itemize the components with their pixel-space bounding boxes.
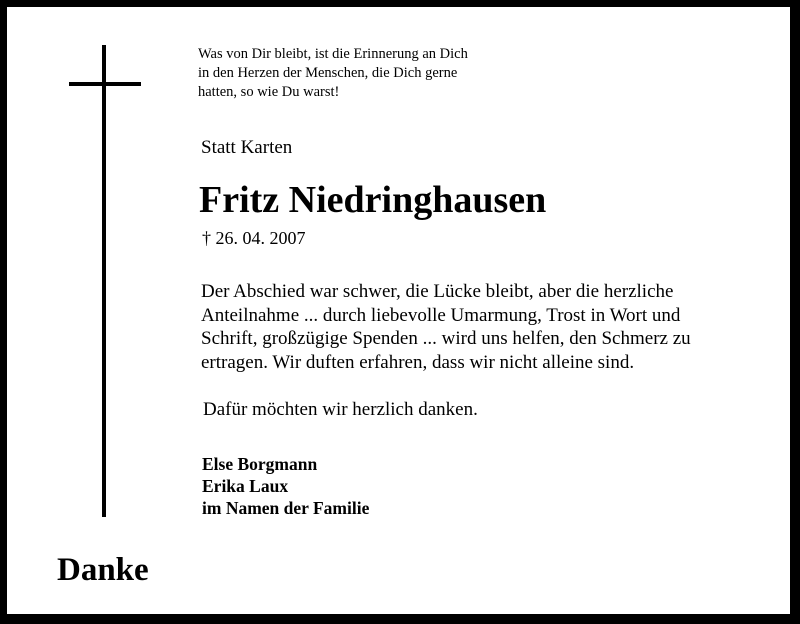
signer-name: Else Borgmann [202, 454, 318, 474]
thanks-line: Dafür möchten wir herzlich danken. [203, 399, 478, 420]
thank-you-message [201, 280, 691, 374]
signer-name: Erika Laux [202, 476, 289, 496]
quote-line: in den Herzen der Menschen, die Dich gerne [198, 65, 458, 81]
quote-line: hatten, so wie Du warst! [198, 84, 340, 100]
message-line: Schrift, großzügige Spenden ... wird uns helfen, den Schmerz zu [201, 328, 691, 349]
message-line: Der Abschied war schwer, die Lücke bleibt, aber die herzliche [201, 281, 674, 302]
death-date: † 26. 04. 2007 [202, 228, 306, 248]
message-line: Anteilnahme ... durch liebevolle Umarmung, Trost in Wort und [201, 304, 681, 326]
message-line: ertragen. Wir duften erfahren, dass wir nicht alleine sind. [201, 351, 635, 373]
cross-horizontal-bar [69, 82, 141, 86]
memorial-quote [198, 45, 468, 102]
cross-vertical-bar [102, 45, 106, 517]
deceased-name: Fritz Niedringhausen [199, 179, 547, 221]
danke-heading: Danke [57, 552, 149, 588]
statt-karten-label: Statt Karten [201, 137, 293, 158]
signers-block [202, 453, 369, 519]
signer-family-line: im Namen der Familie [202, 498, 370, 518]
quote-line: Was von Dir bleibt, ist die Erinnerung an Dich [198, 46, 468, 62]
